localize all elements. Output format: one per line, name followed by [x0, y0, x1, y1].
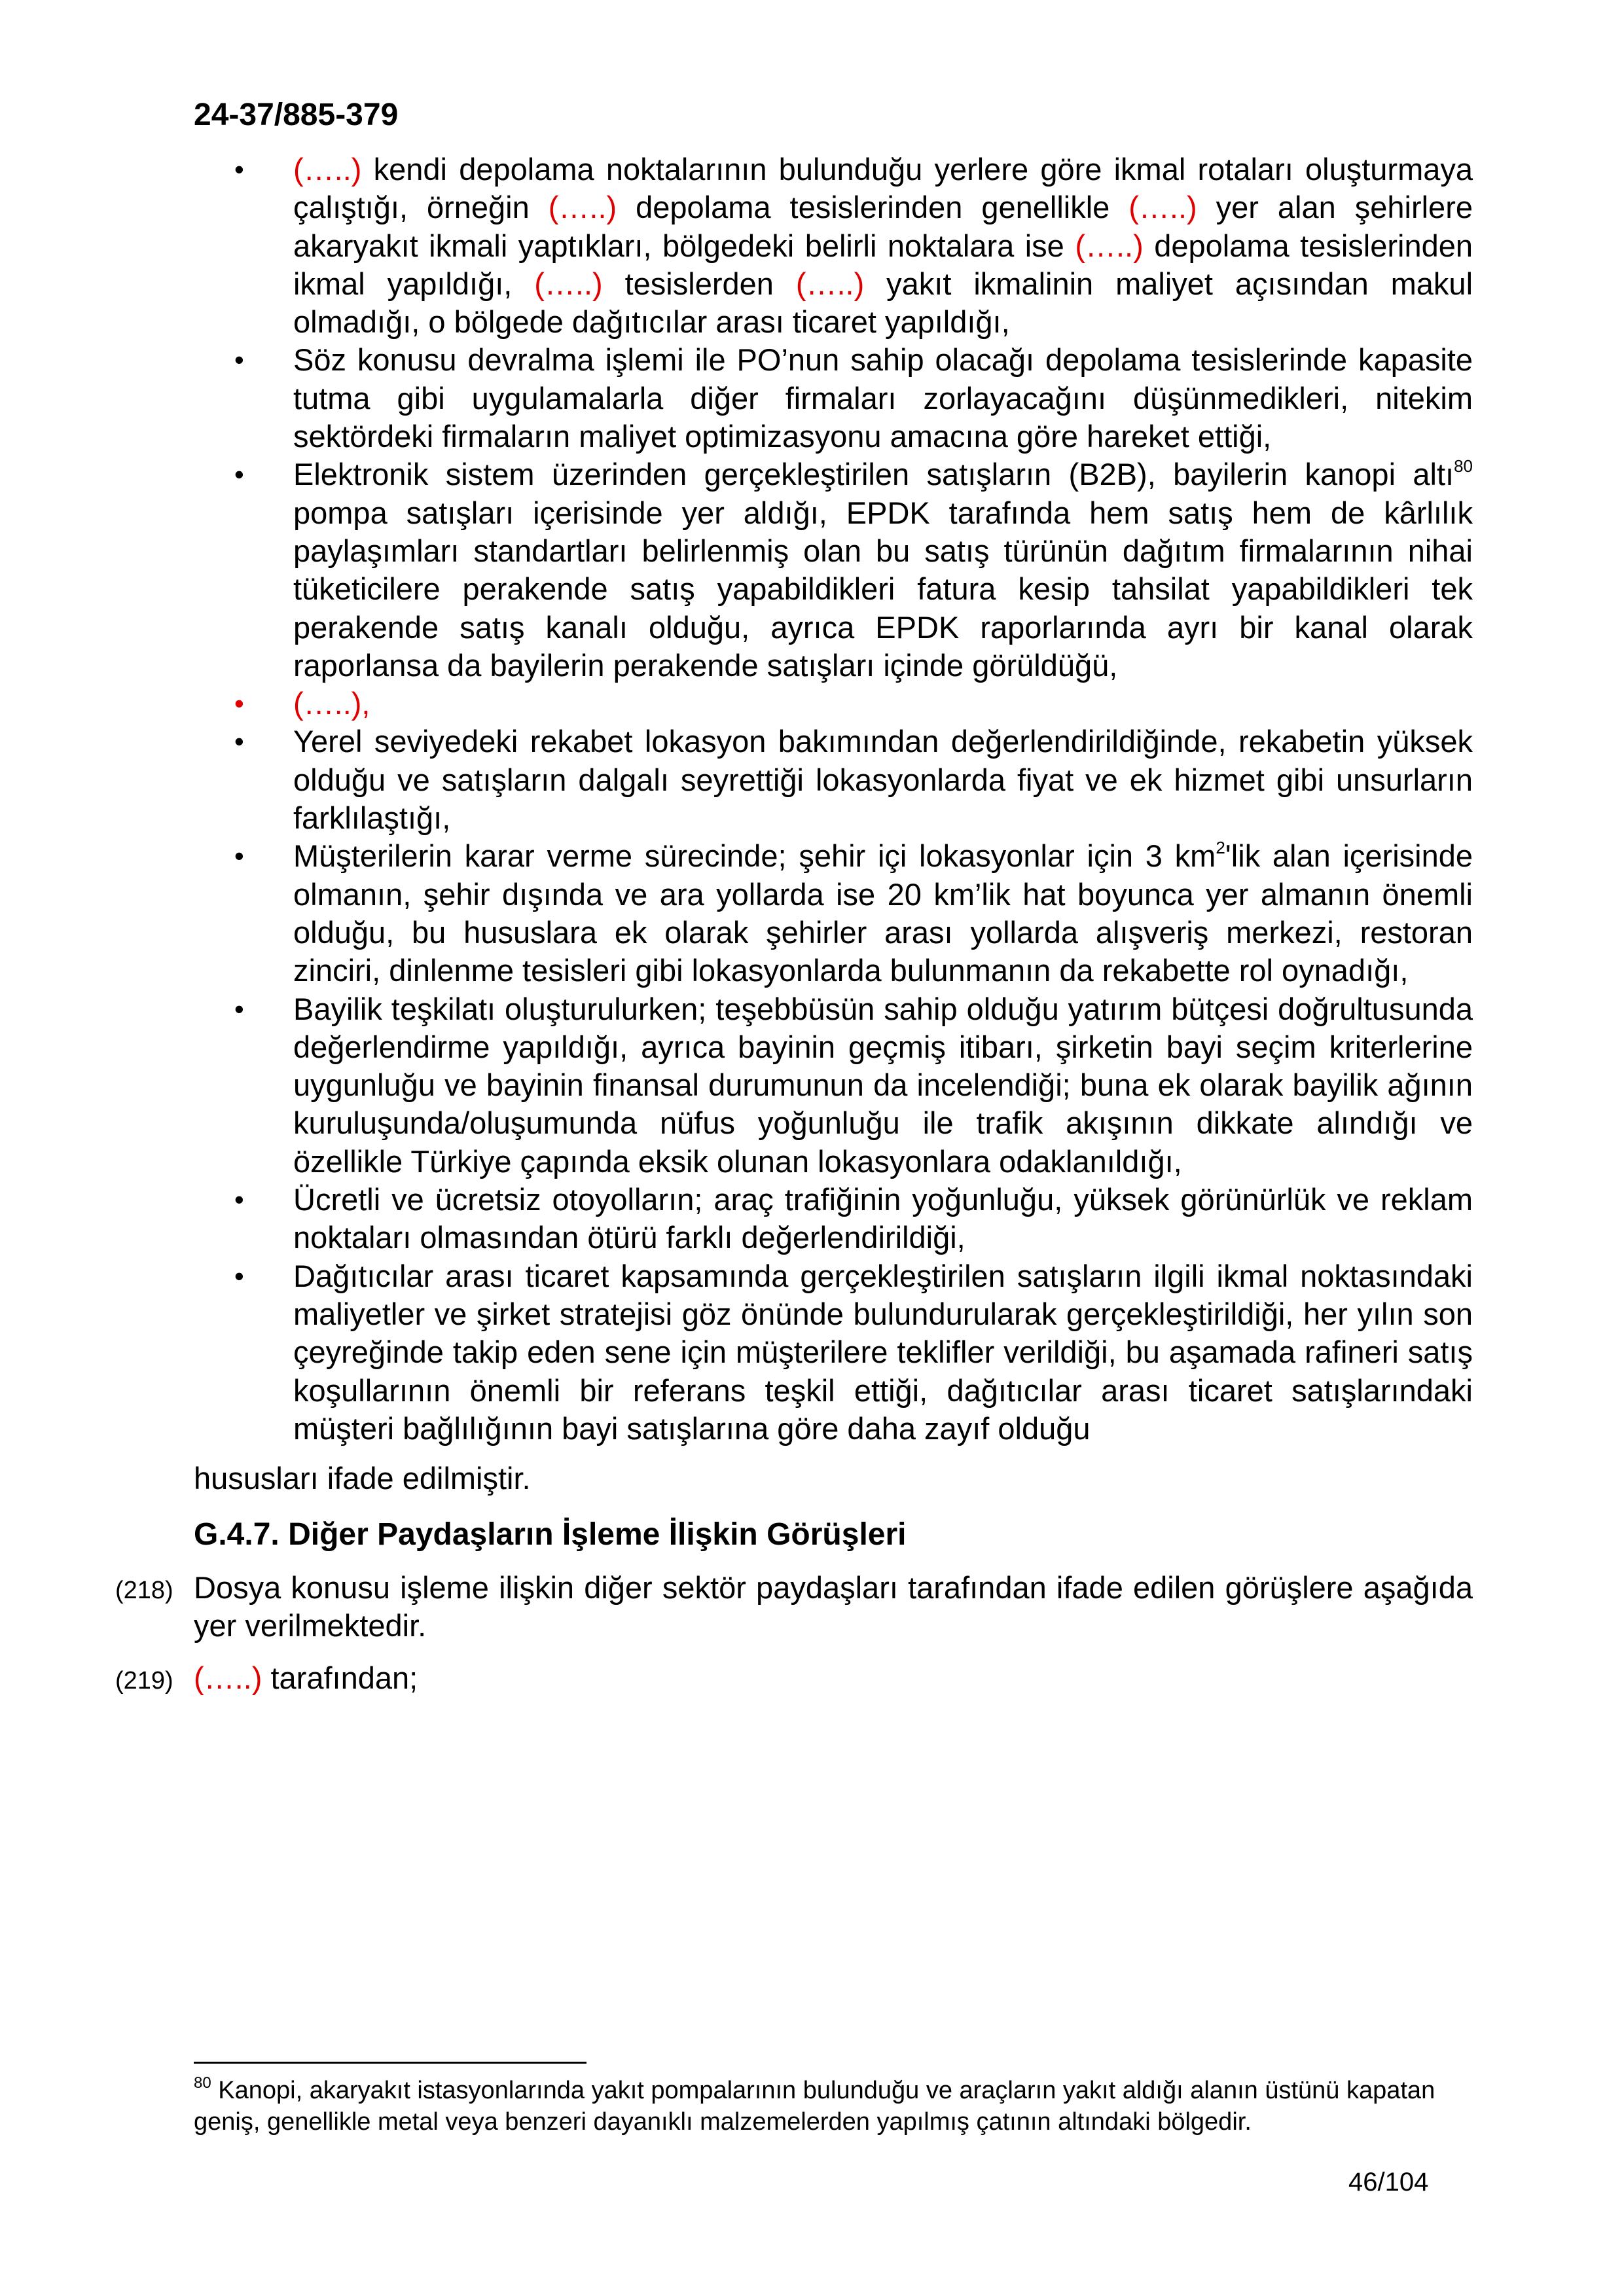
bullet-icon: • [234, 726, 244, 757]
redacted-text: (…..) [534, 266, 603, 301]
main-content [115, 151, 1473, 1698]
text-run: kendi depolama noktalarının bulunduğu yerlere göre ikmal rotaları oluşturmaya çalıştığı, örneğin [293, 152, 1473, 225]
redacted-text: (…..) [548, 190, 617, 225]
text-run: depolama tesislerinden ikmal yapıldığı, [293, 228, 1473, 301]
footnote-divider [194, 2062, 586, 2064]
text-run: yer alan şehirlere akaryakıt ikmali yaptıkları, bölgedeki belirli noktalara ise [293, 190, 1473, 263]
text-run: Yerel seviyedeki rekabet lokasyon bakımından değerlendirildiğinde, rekabetin yüksek olduğu ve satışların dalgalı seyrettiği lokasyonlarda fiyat ve ek hizmet gibi unsurların farklılaştığı, [293, 724, 1473, 836]
superscript: 80 [1454, 456, 1473, 476]
footnote [194, 2075, 1473, 2138]
redacted-text: (…..) [1128, 190, 1197, 225]
paragraph-number: (219) [115, 1667, 173, 1695]
bullet-item [234, 456, 1473, 685]
redacted-text: (…..), [293, 686, 370, 721]
bullet-icon: • [234, 459, 244, 490]
bullet-item [234, 341, 1473, 456]
bullet-item [234, 723, 1473, 837]
document-id: 24-37/885-379 [194, 98, 399, 132]
footnote-number: 80 [194, 2074, 211, 2092]
bullet-icon: • [234, 688, 244, 719]
redacted-text: (…..) [293, 152, 362, 187]
text-run: yakıt ikmalinin maliyet açısından makul olmadığı, o bölgede dağıtıcılar arası ticaret yapıldığı, [293, 266, 1473, 340]
bullet-icon: • [234, 993, 244, 1024]
redacted-text: (…..) [795, 266, 865, 301]
text-run: 'lik alan içerisinde olmanın, şehir dışında ve ara yollarda ise 20 km’lik hat boyunca yer almanın önemli olduğu, bu hususlara ek olarak şehirler arası yollarda alışveriş merkezi, restoran zinciri, dinlenme tesisleri gibi lokasyonlarda bulunmanın da rekabette rol oynadığı, [293, 838, 1473, 988]
bullet-icon: • [234, 344, 244, 376]
superscript: 2 [1216, 837, 1225, 857]
bullet-item [234, 685, 1473, 723]
text-run: Dağıtıcılar arası ticaret kapsamında gerçekleştirilen satışların ilgili ikmal noktasındaki maliyetler ve şirket stratejisi göz önünde bulundurularak gerçekleştirildiği, her yılın son çeyreğinde takip eden sene için müşterilere teklifler verildiği, bu aşamada rafineri satış koşullarının önemli bir referans teşkil ettiği, dağıtıcılar arası ticaret satışlarındaki müşteri bağlılığının bayi satışlarına göre daha zayıf olduğu [293, 1258, 1473, 1446]
bullet-list [194, 151, 1473, 1448]
bullet-item [234, 990, 1473, 1181]
text-run: tesislerden [602, 266, 796, 301]
bullet-icon: • [234, 1184, 244, 1215]
text-run: Elektronik sistem üzerinden gerçekleştirilen satışların (B2B), bayilerin kanopi altı [293, 457, 1454, 492]
text-run: Müşterilerin karar verme sürecinde; şehir içi lokasyonlar için 3 km [293, 838, 1216, 874]
text-run: Söz konusu devralma işlemi ile PO’nun sahip olacağı depolama tesislerinde kapasite tutma gibi uygulamalarla diğer firmaları zorlayacağını düşünmedikleri, nitekim sektördeki firmaların maliyet optimizasyonu amacına göre hareket ettiği, [293, 342, 1473, 454]
page-number: 46/104 [1348, 2168, 1429, 2197]
paragraphs [115, 1569, 1473, 1698]
text-run: Ücretli ve ücretsiz otoyolların; araç trafiğinin yoğunluğu, yüksek görünürlük ve reklam noktaları olmasından ötürü farklı değerlendirildiği, [293, 1182, 1473, 1255]
bullet-icon: • [234, 154, 244, 185]
bullet-icon: • [234, 1260, 244, 1291]
text-run: depolama tesislerinden genellikle [617, 190, 1129, 225]
bullet-item [234, 1257, 1473, 1448]
redacted-text: (…..) [194, 1660, 262, 1696]
bullet-item [234, 1181, 1473, 1257]
section-heading: G.4.7. Diğer Paydaşların İşleme İlişkin Görüşleri [194, 1517, 907, 1552]
paragraph-number: (218) [115, 1576, 173, 1604]
text-run: Dosya konusu işleme ilişkin diğer sektör paydaşları tarafından ifade edilen görüşlere aşağıda yer verilmektedir. [194, 1570, 1473, 1643]
bullet-item [234, 151, 1473, 341]
numbered-paragraph [115, 1569, 1473, 1645]
bullet-icon: • [234, 840, 244, 872]
bullet-item [234, 837, 1473, 990]
text-run: tarafından; [262, 1660, 418, 1696]
numbered-paragraph [115, 1659, 1473, 1697]
redacted-text: (…..) [1075, 228, 1144, 263]
text-run: pompa satışları içerisinde yer aldığı, EPDK tarafında hem satış hem de kârlılık paylaşımları standartları belirlenmiş olan bu satış türünün dağıtım firmalarının nihai tüketicilere perakende satış yapabildikleri fatura kesip tahsilat yapabildikleri tek perakende satış kanalı olduğu, ayrıca EPDK raporlarında ayrı bir kanal olarak raporlansa da bayilerin perakende satışları içinde görüldüğü, [293, 495, 1473, 683]
text-run: Bayilik teşkilatı oluşturulurken; teşebbüsün sahip olduğu yatırım bütçesi doğrultusunda değerlendirme yapıldığı, ayrıca bayinin geçmiş itibarı, şirketin bayi seçim kriterlerine uygunluğu ve bayinin finansal durumunun da incelendiği; buna ek olarak bayilik ağının kuruluşunda/oluşumunda nüfus yoğunluğu ile trafik akışının dikkate alındığı ve özellikle Türkiye çapında eksik olunan lokasyonlara odaklanıldığı, [293, 991, 1473, 1179]
footnote-text: Kanopi, akaryakıt istasyonlarında yakıt pompalarının bulunduğu ve araçların yakıt aldığı alanın üstünü kapatan geniş, genellikle metal veya benzeri dayanıklı malzemelerden yapılmış çatının altındaki bölgedir. [194, 2077, 1435, 2136]
closing-text: hususları ifade edilmiştir. [194, 1461, 531, 1496]
